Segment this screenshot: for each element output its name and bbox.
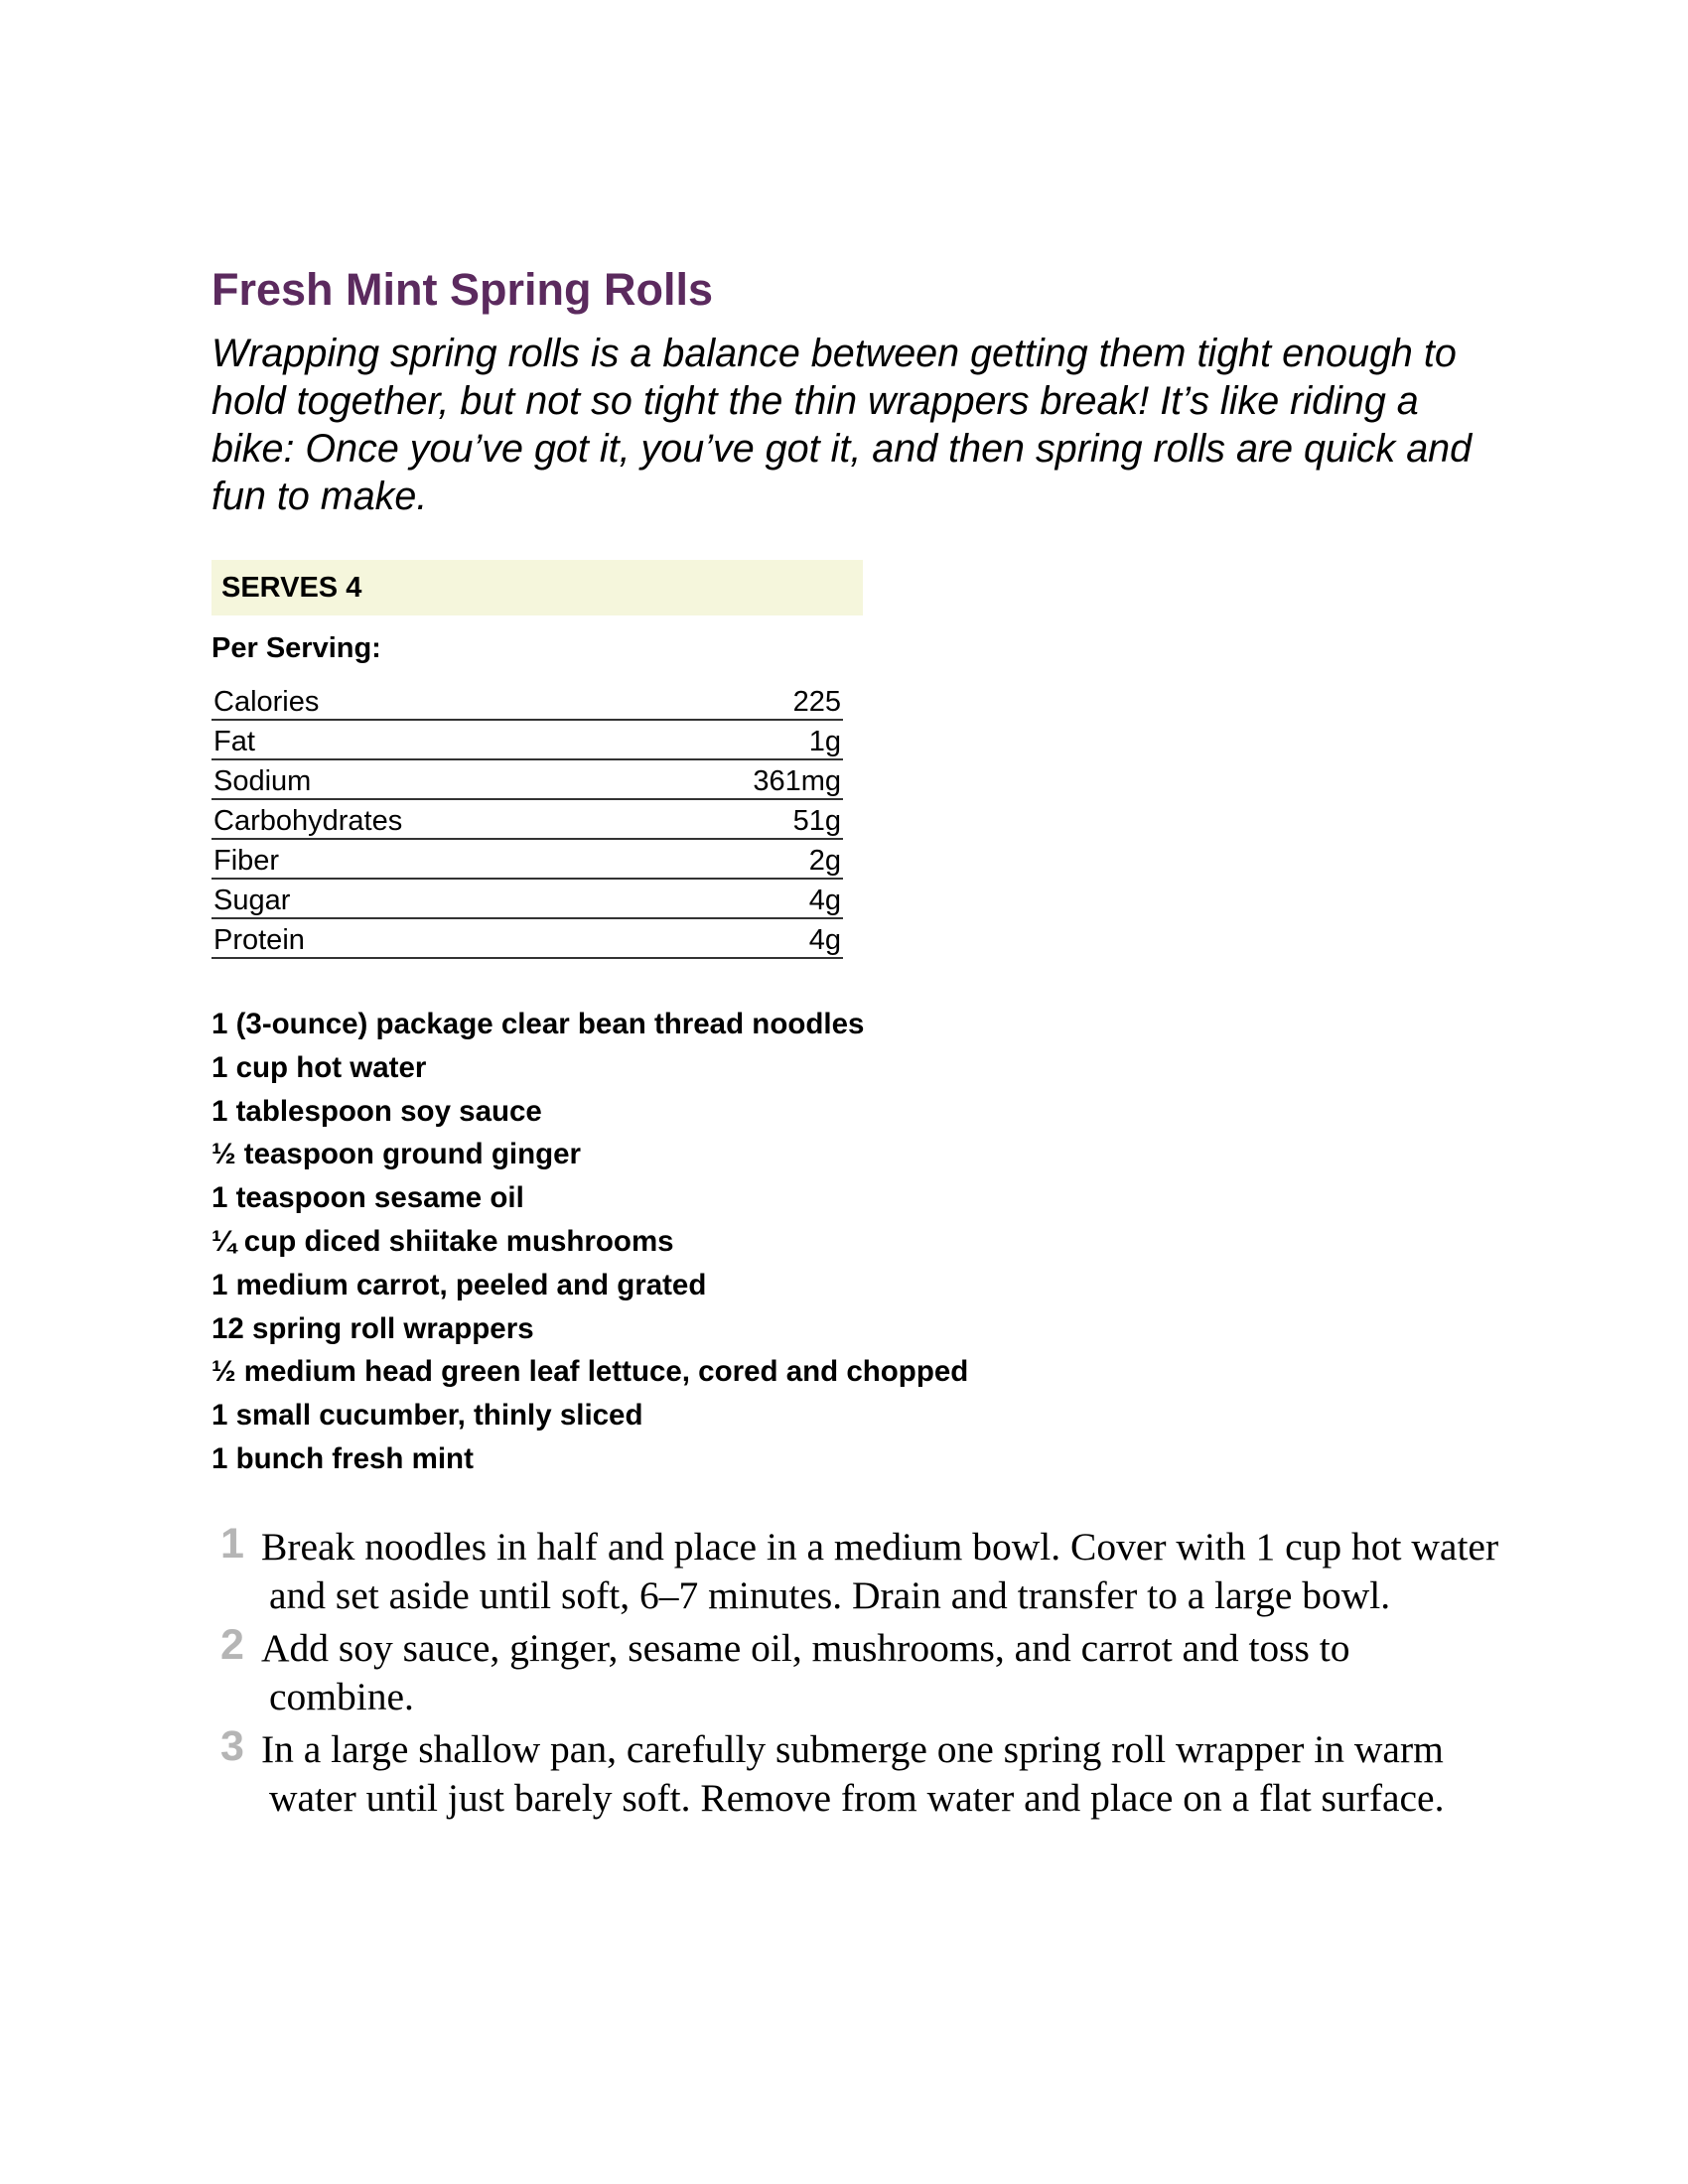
nutrition-label: Protein bbox=[213, 924, 305, 956]
ingredient-item: 1 medium carrot, peeled and grated bbox=[211, 1268, 707, 1301]
recipe-page bbox=[211, 260, 1502, 1827]
nutrition-value: 4g bbox=[808, 924, 841, 956]
nutrition-label: Sodium bbox=[213, 765, 312, 797]
nutrition-row-sugar bbox=[211, 880, 843, 919]
nutrition-value: 361mg bbox=[753, 765, 841, 797]
nutrition-row-calories bbox=[211, 679, 843, 721]
ingredient-item: 12 spring roll wrappers bbox=[211, 1311, 534, 1345]
ingredient-item: 1 bunch fresh mint bbox=[211, 1441, 474, 1475]
step-number: 3 bbox=[220, 1721, 244, 1770]
nutrition-label: Fat bbox=[213, 726, 255, 757]
ingredient-item: ½ teaspoon ground ginger bbox=[211, 1138, 582, 1171]
recipe-title: Fresh Mint Spring Rolls bbox=[211, 264, 714, 315]
nutrition-row-fiber bbox=[211, 840, 843, 880]
nutrition-label: Carbohydrates bbox=[213, 805, 403, 837]
per-serving-heading: Per Serving: bbox=[211, 632, 381, 664]
ingredient-item: 1 (3-ounce) package clear bean thread noodles bbox=[211, 1008, 865, 1040]
instruction-step bbox=[211, 1620, 1502, 1721]
nutrition-label: Sugar bbox=[213, 885, 291, 916]
nutrition-row-fat bbox=[211, 721, 843, 760]
step-number: 2 bbox=[220, 1620, 244, 1669]
ingredient-item: 1 cup hot water bbox=[211, 1050, 427, 1084]
nutrition-value: 1g bbox=[808, 726, 841, 757]
ingredient-item: 1 teaspoon sesame oil bbox=[211, 1181, 524, 1215]
ingredient-item: 1 small cucumber, thinly sliced bbox=[211, 1399, 643, 1433]
serves-banner bbox=[211, 560, 863, 615]
instruction-step bbox=[211, 1519, 1502, 1620]
nutrition-value: 51g bbox=[792, 805, 841, 837]
step-number: 1 bbox=[220, 1519, 244, 1568]
nutrition-table bbox=[211, 679, 843, 959]
ingredient-item: ½ medium head green leaf lettuce, cored and chopped bbox=[211, 1355, 969, 1389]
step-text: Break noodles in half and place in a medium bowl. Cover with 1 cup hot water and set aside until soft, 6–7 minutes. Drain and transfer to a large bowl. bbox=[261, 1524, 1499, 1617]
recipe-intro: Wrapping spring rolls is a balance between getting them tight enough to hold together, but not so tight the thin wrappers break! It’s like riding a bike: Once you’ve got it, you’ve got it, and then spring rolls are quick and fun to make. bbox=[211, 332, 1473, 518]
nutrition-value: 4g bbox=[808, 885, 841, 916]
nutrition-value: 225 bbox=[792, 686, 841, 718]
serves-label: SERVES 4 bbox=[221, 571, 362, 604]
nutrition-row-protein bbox=[211, 919, 843, 959]
nutrition-value: 2g bbox=[808, 845, 841, 877]
step-text: Add soy sauce, ginger, sesame oil, mushrooms, and carrot and toss to combine. bbox=[261, 1625, 1350, 1718]
step-text: In a large shallow pan, carefully submerge one spring roll wrapper in warm water until just barely soft. Remove from water and place on a flat surface. bbox=[261, 1726, 1445, 1820]
instruction-step bbox=[211, 1721, 1502, 1823]
nutrition-label: Calories bbox=[213, 686, 320, 718]
ingredient-item: ¼ cup diced shiitake mushrooms bbox=[211, 1224, 674, 1258]
nutrition-label: Fiber bbox=[213, 845, 280, 877]
nutrition-row-sodium bbox=[211, 760, 843, 800]
nutrition-row-carbohydrates bbox=[211, 800, 843, 840]
ingredient-list bbox=[211, 1003, 1502, 1481]
instruction-steps bbox=[211, 1519, 1502, 1823]
ingredient-item: 1 tablespoon soy sauce bbox=[211, 1094, 542, 1128]
